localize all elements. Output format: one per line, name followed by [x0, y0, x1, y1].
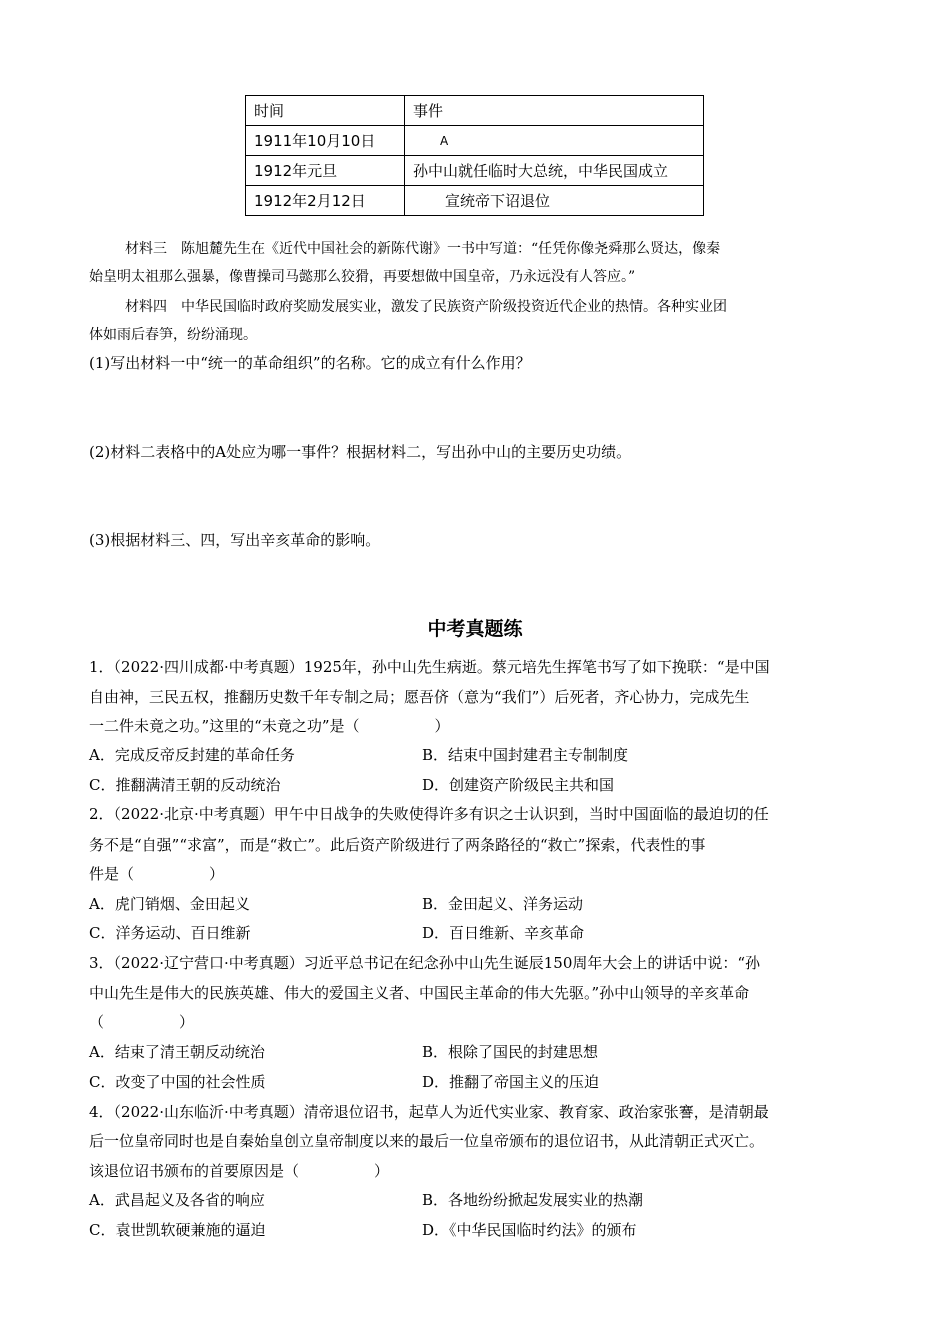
item-1-option-a[interactable]: A．完成反帝反封建的革命任务	[89, 746, 295, 764]
item-1-stem-line: 1．（2022·四川成都·中考真题）1925年，孙中山先生病逝。蔡元培先生挥笔书写了如下挽联：“是中国	[89, 658, 770, 676]
item-2-option-a[interactable]: A．虎门销烟、金田起义	[89, 895, 250, 913]
table-cell-event: 宣统帝下诏退位	[405, 186, 704, 216]
question-2: (2)材料二表格中的A处应为哪一事件？根据材料二，写出孙中山的主要历史功绩。	[89, 443, 632, 461]
item-1-option-d[interactable]: D．创建资产阶级民主共和国	[422, 776, 615, 794]
item-4-option-c[interactable]: C．袁世凯软硬兼施的逼迫	[89, 1221, 266, 1239]
question-1: (1)写出材料一中“统一的革命组织”的名称。它的成立有什么作用？	[89, 354, 531, 372]
item-2-option-b[interactable]: B．金田起义、洋务运动	[422, 895, 584, 913]
material-four-line: 材料四 中华民国临时政府奖励发展实业，激发了民族资产阶级投资近代企业的热情。各种实业团	[125, 299, 727, 315]
material-three-line: 始皇明太祖那么强暴，像曹操司马懿那么狡猾，再要想做中国皇帝，乃永远没有人答应。”	[89, 269, 636, 285]
event-table	[245, 95, 704, 216]
item-3-option-d[interactable]: D．推翻了帝国主义的压迫	[422, 1073, 600, 1091]
table-cell-event: 孙中山就任临时大总统，中华民国成立	[405, 156, 704, 186]
item-1-option-c[interactable]: C．推翻满清王朝的反动统治	[89, 776, 281, 794]
item-1-option-b[interactable]: B．结束中国封建君主专制制度	[422, 746, 629, 764]
item-3-stem-line: （ ）	[89, 1013, 195, 1031]
item-4-option-d[interactable]: D．《中华民国临时约法》的颁布	[422, 1221, 637, 1239]
item-1-stem-line: 一二件未竟之功。”这里的“未竟之功”是（ ）	[89, 717, 450, 735]
item-2-stem-line: 件是（ ）	[89, 865, 225, 883]
table-row	[246, 156, 704, 186]
item-4-stem-line: 4．（2022·山东临沂·中考真题）清帝退位诏书，起草人为近代实业家、教育家、政治家张謇，是清朝最	[89, 1103, 769, 1121]
item-2-stem-line: 务不是“自强”“求富”，而是“救亡”。此后资产阶级进行了两条路径的“救亡”探索，代表性的事	[89, 836, 706, 854]
item-4-option-a[interactable]: A．武昌起义及各省的响应	[89, 1191, 265, 1209]
item-3-option-b[interactable]: B．根除了国民的封建思想	[422, 1043, 599, 1061]
item-3-stem-line: 中山先生是伟大的民族英雄、伟大的爱国主义者、中国民主革命的伟大先驱。”孙中山领导的辛亥革命	[89, 984, 750, 1002]
material-four-line: 体如雨后春笋，纷纷涌现。	[89, 327, 257, 343]
item-4-option-b[interactable]: B．各地纷纷掀起发展实业的热潮	[422, 1191, 644, 1209]
table-cell-date: 1912年2月12日	[246, 186, 405, 216]
section-title: 中考真题练	[427, 618, 523, 640]
item-3-option-c[interactable]: C．改变了中国的社会性质	[89, 1073, 266, 1091]
item-2-option-d[interactable]: D．百日维新、辛亥革命	[422, 924, 585, 942]
item-4-stem-line: 该退位诏书颁布的首要原因是（ ）	[89, 1162, 390, 1180]
table-cell-date: 1912年元旦	[246, 156, 405, 186]
item-3-option-a[interactable]: A．结束了清王朝反动统治	[89, 1043, 265, 1061]
item-3-stem-line: 3．（2022·辽宁营口·中考真题）习近平总书记在纪念孙中山先生诞辰150周年大会上的讲话中说：“孙	[89, 954, 761, 972]
table-header-cell: 时间	[246, 96, 405, 126]
table-row	[246, 126, 704, 156]
table-row	[246, 186, 704, 216]
table-cell-date: 1911年10月10日	[246, 126, 405, 156]
item-1-stem-line: 自由神，三民五权，推翻历史数千年专制之局；愿吾侪（意为“我们”）后死者，齐心协力，完成先生	[89, 688, 750, 706]
question-3: (3)根据材料三、四，写出辛亥革命的影响。	[89, 531, 381, 549]
item-2-option-c[interactable]: C．洋务运动、百日维新	[89, 924, 251, 942]
material-three-line: 材料三 陈旭麓先生在《近代中国社会的新陈代谢》一书中写道：“任凭你像尧舜那么贤达，像秦	[125, 241, 721, 257]
table-header-cell: 事件	[405, 96, 704, 126]
item-4-stem-line: 后一位皇帝同时也是自秦始皇创立皇帝制度以来的最后一位皇帝颁布的退位诏书，从此清朝正式灭亡。	[89, 1132, 765, 1150]
table-cell-event: A	[405, 126, 704, 156]
item-2-stem-line: 2．（2022·北京·中考真题）甲午中日战争的失败使得许多有识之士认识到，当时中国面临的最迫切的任	[89, 805, 769, 823]
table-header-row	[246, 96, 704, 126]
